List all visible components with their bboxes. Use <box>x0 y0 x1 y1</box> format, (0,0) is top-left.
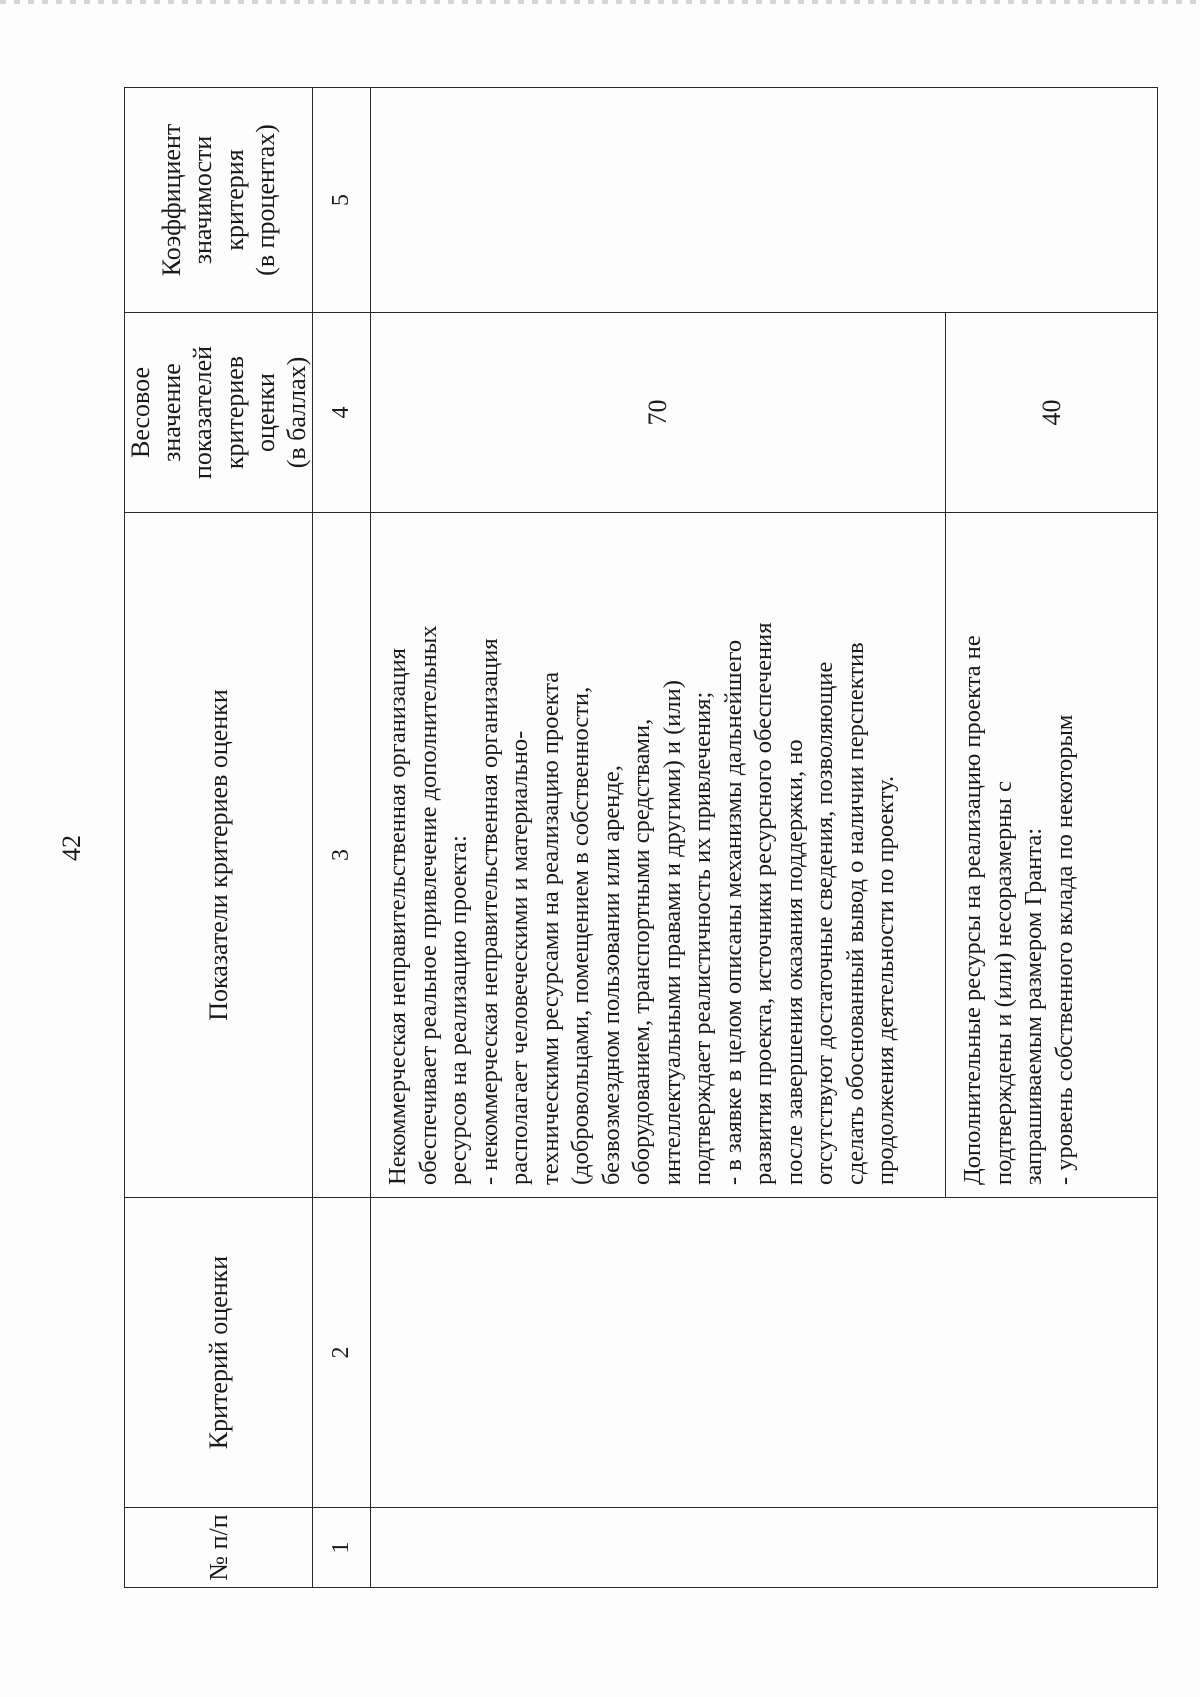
header-coef-line: критерия <box>219 149 249 251</box>
weight-cell: 40 <box>946 313 1158 513</box>
indicator-line: Некоммерческая неправительственная организация <box>384 648 412 1185</box>
rotated-table-container <box>124 88 1124 1588</box>
header-weight-line: значение <box>157 363 187 462</box>
indicator-cell <box>371 513 946 1198</box>
scan-edge-artifact <box>0 0 1200 4</box>
indicator-line: подтверждает реалистичность их привлечения; <box>689 691 717 1185</box>
table-row <box>371 88 946 1588</box>
indicator-line: обеспечивает реальное привлечение дополнительных <box>414 625 442 1185</box>
indicator-line: - уровень собственного вклада по некоторым <box>1050 714 1078 1185</box>
header-weight-line: показателей <box>188 345 218 480</box>
indicator-line: ресурсов на реализацию проекта: <box>445 835 473 1185</box>
header-num: № п/п <box>125 1508 313 1588</box>
header-coef-line: Коэффициент <box>157 123 187 277</box>
header-weight-line: Весовое <box>126 366 155 459</box>
coef-cell <box>371 88 1158 313</box>
column-index: 3 <box>313 513 371 1198</box>
indicator-line: техническими ресурсами на реализацию проекта <box>536 671 564 1185</box>
indicator-line: (добровольцами, помещением в собственности, <box>567 686 595 1185</box>
indicator-line: безвозмездном пользовании или аренде, <box>597 765 625 1185</box>
indicator-line: - в заявке в целом описаны механизмы дальнейшего <box>719 639 747 1185</box>
column-index: 5 <box>313 88 371 313</box>
header-criterion: Критерий оценки <box>125 1198 313 1508</box>
indicator-line: развития проекта, источники ресурсного обеспечения <box>750 622 778 1185</box>
num-cell <box>371 1508 1158 1588</box>
header-weight-line: критериев <box>219 355 249 470</box>
indicator-line: располагает человеческими и материально- <box>506 730 534 1185</box>
header-weight-line: (в баллах) <box>281 356 311 469</box>
page-number: 42 <box>57 835 86 861</box>
column-index: 4 <box>313 313 371 513</box>
weight-cell: 70 <box>371 313 946 513</box>
header-coef <box>125 88 313 313</box>
header-coef-line: значимости <box>188 135 218 265</box>
indicator-line: сделать обоснованный вывод о наличии перспектив <box>841 642 869 1185</box>
indicator-line: интеллектуальными правами и другими) и (или) <box>658 680 686 1185</box>
indicator-line: отсутствуют достаточные сведения, позволяющие <box>811 661 839 1185</box>
indicator-line: подтверждены и (или) несоразмерны с <box>989 781 1017 1185</box>
header-row <box>125 88 313 1588</box>
column-index-row <box>313 88 371 1588</box>
indicator-cell <box>946 513 1158 1198</box>
indicator-line: - некоммерческая неправительственная организация <box>475 638 503 1185</box>
header-indicators: Показатели критериев оценки <box>125 513 313 1198</box>
column-index: 1 <box>313 1508 371 1588</box>
header-coef-line: (в процентах) <box>250 124 280 276</box>
indicator-line: Дополнительные ресурсы на реализацию проекта не <box>959 635 987 1185</box>
indicator-line: после завершения оказания поддержки, но <box>780 739 808 1185</box>
header-weight <box>125 313 313 513</box>
header-weight-line: оценки <box>250 373 280 452</box>
indicator-line: запрашиваемым размером Гранта: <box>1020 827 1048 1185</box>
criteria-table <box>124 87 1158 1588</box>
criterion-cell <box>371 1198 1158 1508</box>
indicator-line: продолжения деятельности по проекту. <box>872 775 900 1185</box>
column-index: 2 <box>313 1198 371 1508</box>
indicator-line: оборудованием, транспортными средствами, <box>628 718 656 1185</box>
